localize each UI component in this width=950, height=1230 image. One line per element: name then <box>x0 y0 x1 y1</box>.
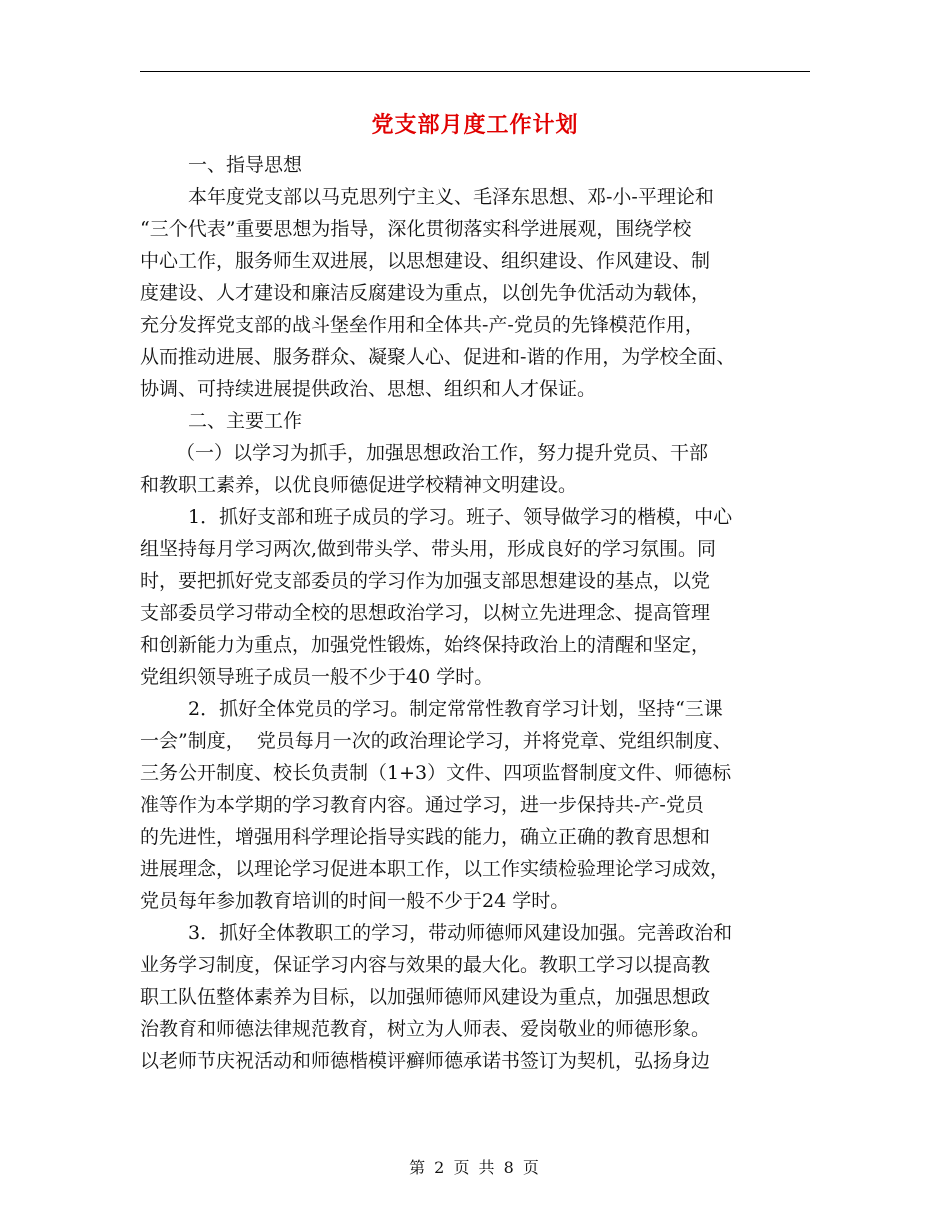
paragraph-line: 以老师节庆祝活动和师德楷模评癣师德承诺书签订为契机，弘扬身边 <box>140 1050 711 1072</box>
paragraph-line: 一会”制度， 党员每月一次的政治理论学习，并将党章、党组织制度、 <box>140 730 732 752</box>
paragraph-line: 本年度党支部以马克思列宁主义、毛泽东思想、邓-小-平理论和 <box>188 186 714 208</box>
paragraph-line: 2．抓好全体党员的学习。制定常常性教育学习计划，坚持“三课 <box>188 698 723 720</box>
page-number: 第 2 页 共 8 页 <box>409 1158 541 1177</box>
document-title: 党支部月度工作计划 <box>371 112 579 138</box>
paragraph-line: 的先进性，增强用科学理论指导实践的能力，确立正确的教育思想和 <box>140 826 711 848</box>
paragraph-line: 和创新能力为重点，加强党性锻炼，始终保持政治上的清醒和坚定， <box>140 634 711 656</box>
paragraph-line: 组坚持每月学习两次,做到带头学、带头用，形成良好的学习氛围。同 <box>140 538 717 560</box>
paragraph-line: 党组织领导班子成员一般不少于40 学时。 <box>140 666 494 688</box>
paragraph-line: 充分发挥党支部的战斗堡垒作用和全体共-产-党员的先锋模范作用， <box>140 314 704 336</box>
heading-main-work: 二、主要工作 <box>188 410 303 432</box>
paragraph-line: 业务学习制度，保证学习内容与效果的最大化。教职工学习以提高教 <box>140 954 711 976</box>
paragraph-line: 3．抓好全体教职工的学习，带动师德师风建设加强。完善政治和 <box>188 922 733 944</box>
heading-guiding-thought: 一、指导思想 <box>188 154 303 176</box>
paragraph-line: “三个代表”重要思想为指导，深化贯彻落实科学进展观，围绕学校 <box>140 218 692 240</box>
paragraph-line: 1．抓好支部和班子成员的学习。班子、领导做学习的楷模，中心 <box>188 506 733 528</box>
paragraph-line: 进展理念，以理论学习促进本职工作，以工作实绩检验理论学习成效， <box>140 858 730 880</box>
paragraph-line: 度建设、人才建设和廉洁反腐建设为重点，以创先争优活动为载体， <box>140 282 711 304</box>
paragraph-line: 治教育和师德法律规范教育，树立为人师表、爱岗敬业的师德形象。 <box>140 1018 711 1040</box>
paragraph-line: 时，要把抓好党支部委员的学习作为加强支部思想建设的基点，以党 <box>140 570 711 592</box>
paragraph-line: 和教职工素养，以优良师德促进学校精神文明建设。 <box>140 474 578 496</box>
paragraph-line: 中心工作，服务师生双进展，以思想建设、组织建设、作风建设、制 <box>140 250 711 272</box>
paragraph-line: 支部委员学习带动全校的思想政治学习，以树立先进理念、提高管理 <box>140 602 711 624</box>
paragraph-line: 职工队伍整体素养为目标，以加强师德师风建设为重点，加强思想政 <box>140 986 711 1008</box>
paragraph-line: 党员每年参加教育培训的时间一般不少于24 学时。 <box>140 890 570 912</box>
paragraph-line: 三务公开制度、校长负责制（1+3）文件、四项监督制度文件、师德标 <box>140 762 732 784</box>
header-rule <box>140 71 810 72</box>
paragraph-line: 协调、可持续进展提供政治、思想、组织和人才保证。 <box>140 378 597 400</box>
paragraph-line: 准等作为本学期的学习教育内容。通过学习，进一步保持共-产-党员 <box>140 794 704 816</box>
paragraph-line: 从而推动进展、服务群众、凝聚人心、促进和-谐的作用，为学校全面、 <box>140 346 736 368</box>
paragraph-line: （一）以学习为抓手，加强思想政治工作，努力提升党员、干部 <box>176 442 709 464</box>
